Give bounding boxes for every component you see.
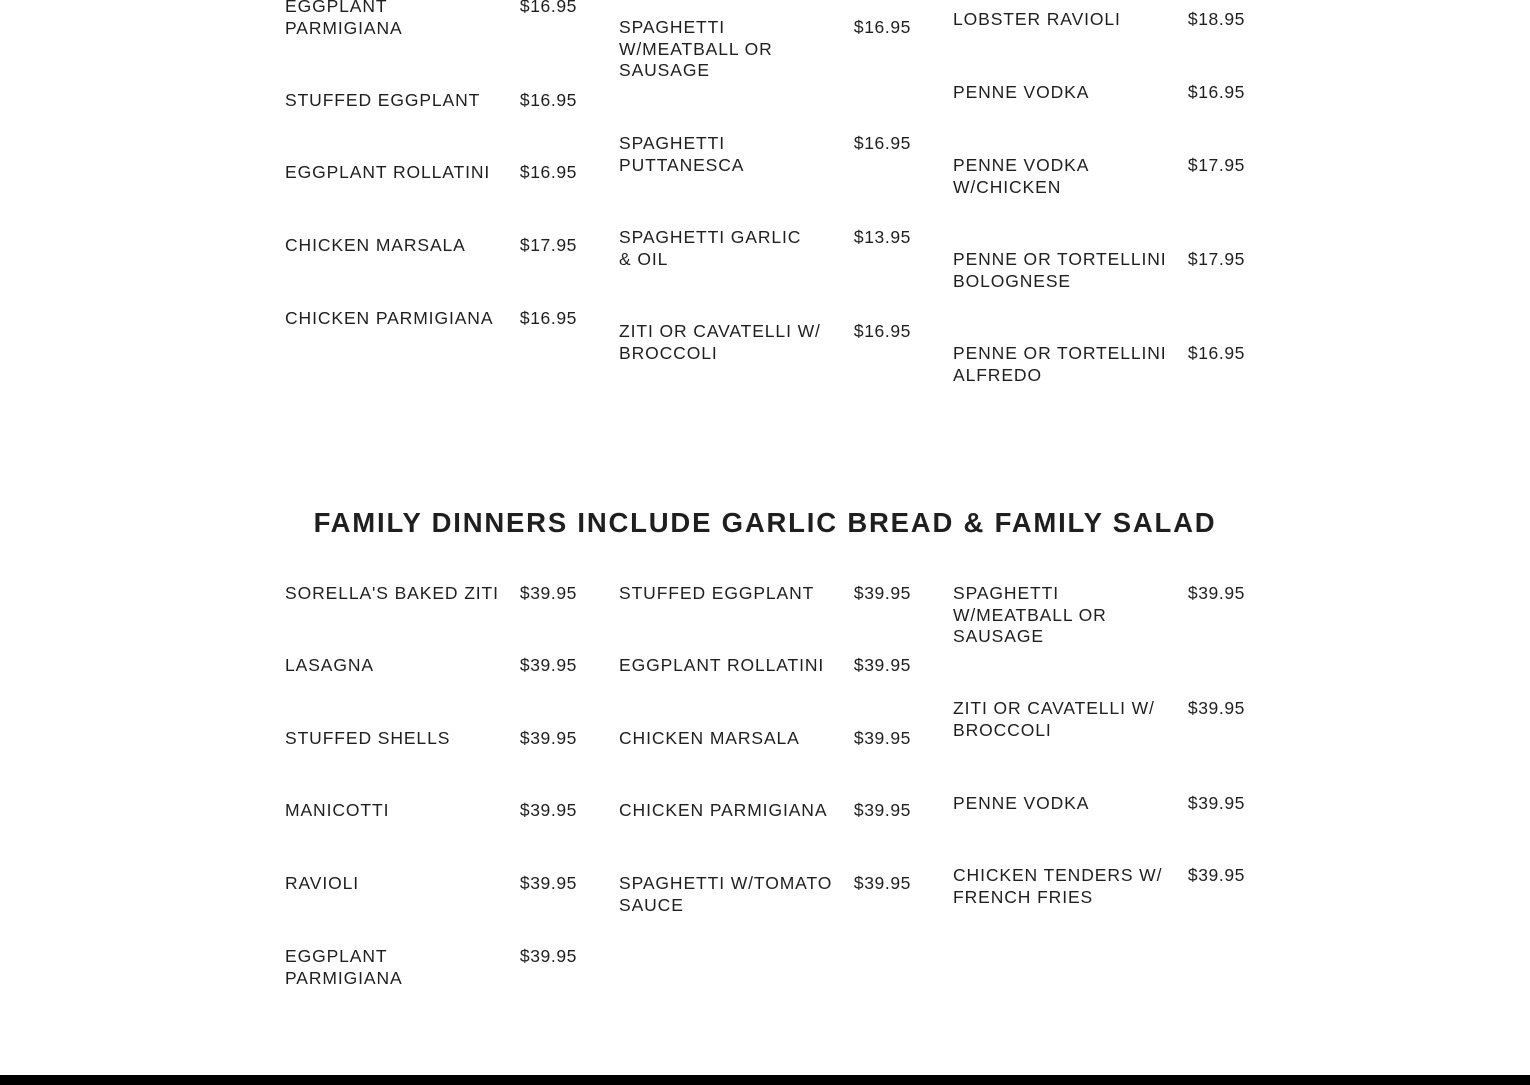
- menu-item-price: $16.95: [853, 321, 911, 341]
- menu-item-price: $18.95: [1187, 9, 1245, 29]
- menu-item: [619, 227, 911, 270]
- menu-item-name: CHICKEN MARSALA: [285, 235, 466, 255]
- menu-item-price: $17.95: [1187, 155, 1245, 175]
- menu-item: [619, 655, 911, 677]
- menu-item-price: $16.95: [1187, 82, 1245, 102]
- menu-item-name: PENNE VODKA: [953, 793, 1090, 813]
- menu-item-price: $39.95: [1187, 698, 1245, 718]
- menu-item-name: LASAGNA: [285, 655, 374, 675]
- menu-item-name: STUFFED EGGPLANT: [285, 90, 481, 110]
- menu-item: [953, 82, 1245, 104]
- menu-item-price: $39.95: [853, 728, 911, 748]
- menu-item: [619, 583, 911, 605]
- menu-item-name: PENNE VODKA: [953, 82, 1090, 102]
- menu-item-name: EGGPLANT ROLLATINI: [619, 655, 825, 675]
- menu-item: [285, 873, 577, 895]
- menu-item-price: $39.95: [1187, 793, 1245, 813]
- menu-item: [285, 728, 577, 750]
- menu-item-price: $39.95: [1187, 583, 1245, 603]
- menu-item-name: PENNE OR TORTELLINI ALFREDO: [953, 343, 1167, 385]
- menu-item: [953, 793, 1245, 815]
- menu-item-name: EGGPLANT PARMIGIANA: [285, 946, 403, 988]
- menu-item: [285, 800, 577, 822]
- menu-item-price: $16.95: [519, 162, 577, 182]
- menu-item: [285, 583, 577, 605]
- menu-item-name: SPAGHETTI GARLIC & OIL: [619, 227, 802, 269]
- menu-item-name: LOBSTER RAVIOLI: [953, 9, 1121, 29]
- menu-item-price: $16.95: [1187, 343, 1245, 363]
- menu-item: [953, 9, 1245, 31]
- menu-item-name: SPAGHETTI W/MEATBALL OR SAUSAGE: [619, 17, 773, 80]
- menu-item-price: $17.95: [519, 235, 577, 255]
- menu-item-price: $39.95: [853, 655, 911, 675]
- menu-item-name: SPAGHETTI PUTTANESCA: [619, 133, 745, 175]
- menu-item-name: STUFFED SHELLS: [285, 728, 451, 748]
- menu-item-name: EGGPLANT ROLLATINI: [285, 162, 491, 182]
- menu-item: [619, 728, 911, 750]
- menu-item: [953, 865, 1245, 908]
- menu-item-price: $39.95: [1187, 865, 1245, 885]
- menu-item: [953, 698, 1245, 741]
- menu-item-price: $39.95: [519, 800, 577, 820]
- menu-item: [619, 321, 911, 364]
- menu-item-price: $16.95: [853, 17, 911, 37]
- menu-item: [619, 800, 911, 822]
- menu-item: [953, 249, 1245, 292]
- menu-item-name: RAVIOLI: [285, 873, 360, 893]
- menu-item-name: ZITI OR CAVATELLI W/ BROCCOLI: [619, 321, 821, 363]
- menu-item: [953, 583, 1245, 648]
- menu-item-name: PENNE OR TORTELLINI BOLOGNESE: [953, 249, 1167, 291]
- section-title: FAMILY DINNERS INCLUDE GARLIC BREAD & FAMILY SALAD: [313, 507, 1217, 538]
- menu-item-price: $39.95: [519, 946, 577, 966]
- menu-item: [285, 90, 577, 112]
- menu-item-price: $17.95: [1187, 249, 1245, 269]
- menu-item-name: PENNE VODKA W/CHICKEN: [953, 155, 1089, 197]
- menu-item-name: CHICKEN MARSALA: [619, 728, 800, 748]
- menu-item-name: SORELLA'S BAKED ZITI: [285, 583, 499, 603]
- menu-item-price: $39.95: [519, 655, 577, 675]
- menu-item: [953, 155, 1245, 198]
- menu-item: [285, 162, 577, 184]
- menu-item-price: $16.95: [519, 0, 577, 16]
- menu-item-price: $39.95: [853, 583, 911, 603]
- menu-item: [953, 343, 1245, 386]
- menu-item-price: $39.95: [519, 728, 577, 748]
- menu-item-name: STUFFED EGGPLANT: [619, 583, 815, 603]
- menu-item-name: CHICKEN PARMIGIANA: [285, 308, 494, 328]
- footer-bar: [0, 1075, 1530, 1085]
- menu-item: [285, 946, 577, 989]
- menu-item-price: $16.95: [519, 308, 577, 328]
- menu-item-price: $39.95: [519, 583, 577, 603]
- menu-item-price: $16.95: [519, 90, 577, 110]
- menu-item-name: CHICKEN TENDERS W/ FRENCH FRIES: [953, 865, 1163, 907]
- menu-item: [285, 0, 577, 39]
- menu-item: [619, 133, 911, 176]
- menu-item: [285, 655, 577, 677]
- menu-item-name: MANICOTTI: [285, 800, 390, 820]
- menu-item-name: SPAGHETTI W/MEATBALL OR SAUSAGE: [953, 583, 1107, 646]
- menu-item-price: $39.95: [519, 873, 577, 893]
- menu-item-name: SPAGHETTI W/TOMATO SAUCE: [619, 873, 833, 915]
- menu-item-name: CHICKEN PARMIGIANA: [619, 800, 828, 820]
- menu-item: [285, 235, 577, 257]
- menu-item-name: ZITI OR CAVATELLI W/ BROCCOLI: [953, 698, 1155, 740]
- menu-item-price: $39.95: [853, 873, 911, 893]
- menu-item-price: $16.95: [853, 133, 911, 153]
- menu-item: [285, 308, 577, 330]
- menu-item: [619, 17, 911, 82]
- menu-item-price: $39.95: [853, 800, 911, 820]
- menu-item-price: $13.95: [853, 227, 911, 247]
- menu-item-name: EGGPLANT PARMIGIANA: [285, 0, 403, 38]
- menu-item: [619, 873, 911, 916]
